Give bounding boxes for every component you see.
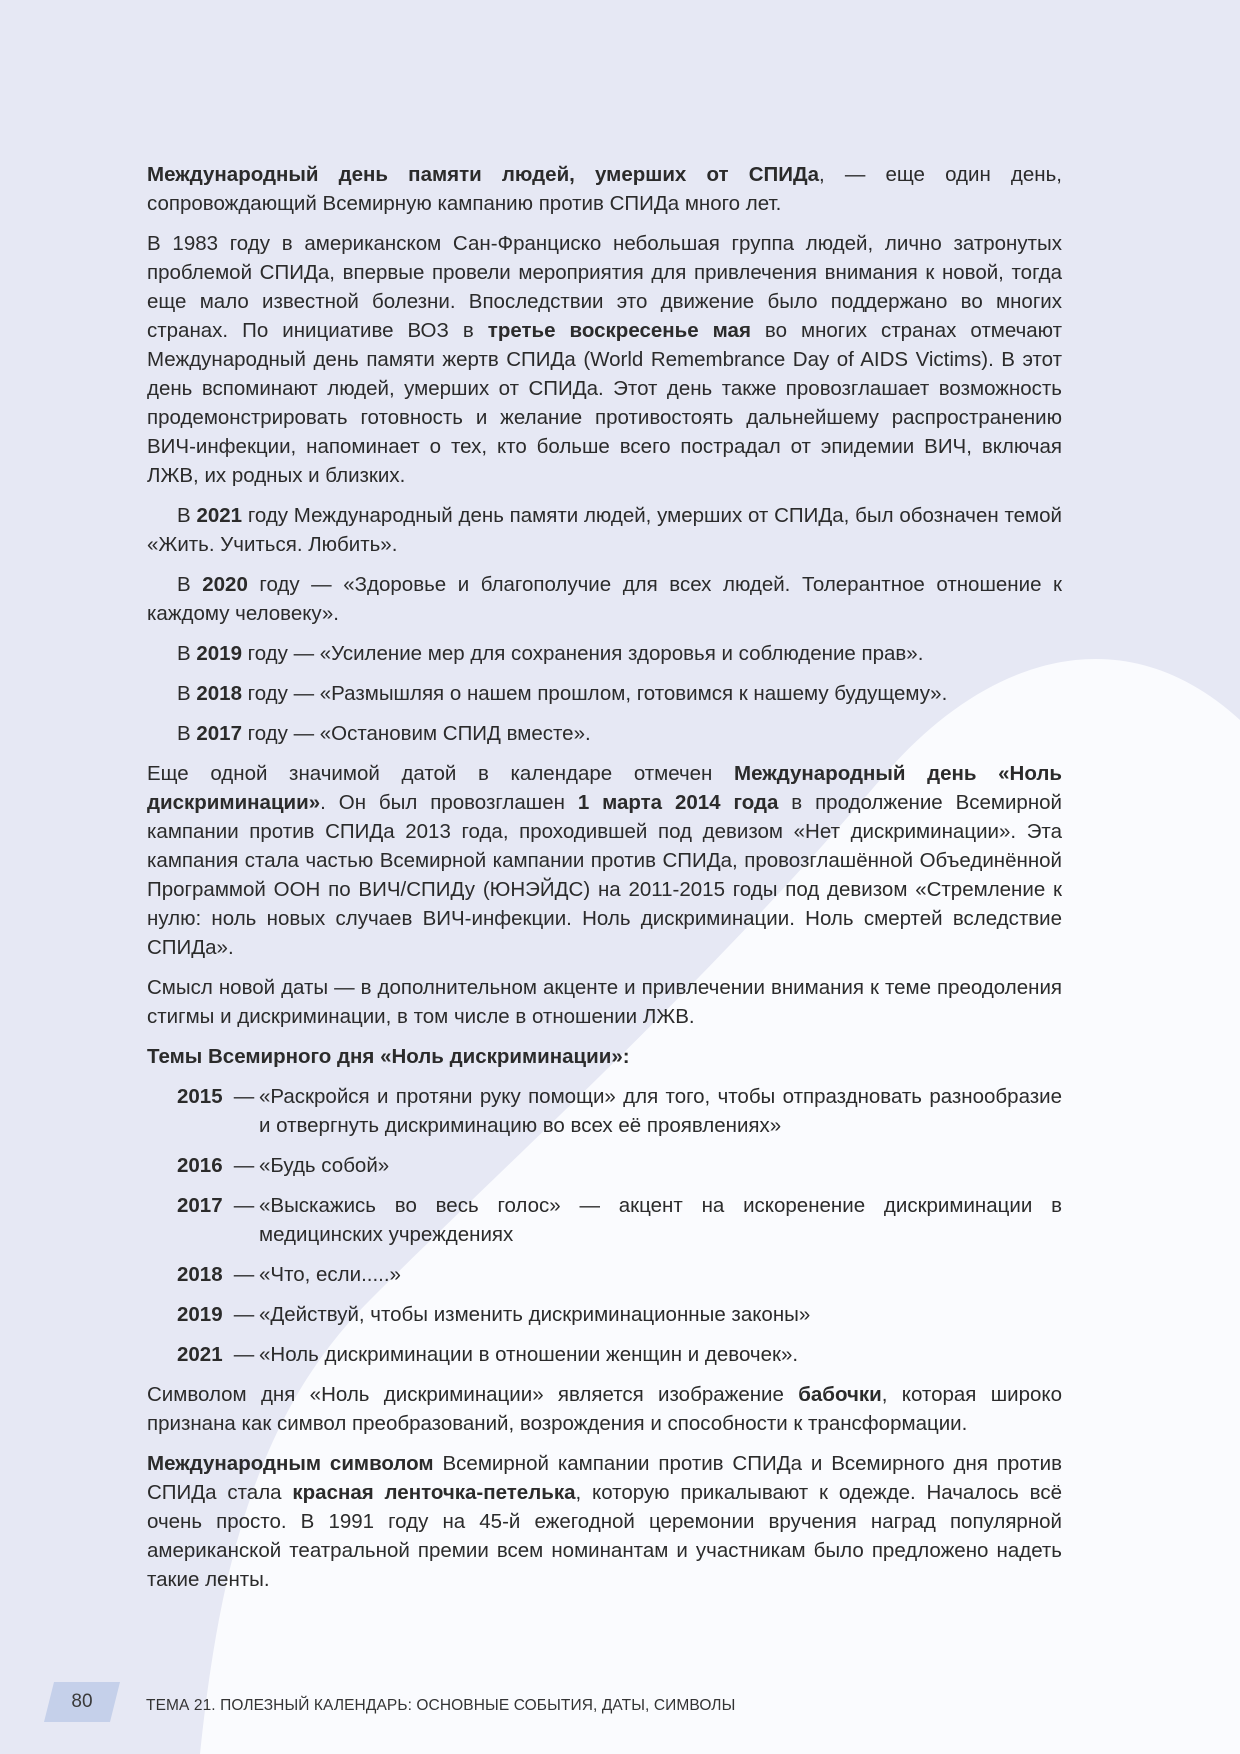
paragraph-date-meaning [147,973,1062,1031]
bold-text: третье воскресенье мая [487,319,751,342]
text: во многих странах отмечают Международный день памяти жертв СПИДа (World Remembrance Day of AIDS Victims). В этот день вспоминают людей, умерших от СПИДа. Этот день также провозглашает возможность продемонстрировать готовность и желание противостоять дальнейшему распространению ВИЧ-инфекции, напоминает о тех, кто больше всего пострадал от эпидемии ВИЧ, включая ЛЖВ, их родных и близких. [147,319,1062,487]
paragraph-red-ribbon [147,1449,1062,1594]
paragraph-year-2018 [147,679,1062,708]
themes-heading: Темы Всемирного дня «Ноль дискриминации»: [147,1045,630,1068]
text: Символом дня «Ноль дискриминации» является изображение [147,1383,799,1406]
theme-dash: — [233,1263,255,1286]
theme-dash: — [233,1194,255,1217]
theme-dash: — [233,1303,255,1326]
text: году — «Размышляя о нашем прошлом, готовимся к нашему будущему». [241,682,948,705]
theme-item [147,1260,1062,1289]
theme-item [147,1151,1062,1180]
page-body [147,160,1062,1605]
text: в продолжение Всемирной кампании против СПИДа 2013 года, проходившей под девизом «Нет дискриминации». Эта кампания стала частью Всемирной кампании против СПИДа, провозглашённой Объединённой Программой ООН по ВИЧ/СПИДу (ЮНЭЙДС) на 2011-2015 годы под девизом «Стремление к нулю: ноль новых случаев ВИЧ-инфекции. Ноль дискриминации. Ноль смертей вследствие СПИДа». [147,791,1063,959]
paragraph-year-2019 [147,639,1062,668]
text: году Международный день памяти людей, умерших от СПИДа, был обозначен темой «Жить. Учиться. Любить». [147,504,1062,556]
bold-year: 2020 [202,573,248,596]
paragraph-year-2017 [147,719,1062,748]
text: В [177,682,197,705]
bold-year: 2017 [196,722,242,745]
text: В [177,642,197,665]
theme-dash: — [233,1154,255,1177]
theme-text: «Ноль дискриминации в отношении женщин и девочек». [259,1343,799,1366]
text: году — «Здоровье и благополучие для всех людей. Толерантное отношение к каждому человеку». [147,573,1062,625]
theme-dash: — [233,1343,255,1366]
bold-text: бабочки [798,1383,882,1406]
page-number: 80 [71,1691,93,1712]
text: году — «Остановим СПИД вместе». [241,722,591,745]
bold-text: красная ленточка-петелька [292,1481,576,1504]
theme-text: «Будь собой» [259,1154,390,1177]
theme-year: 2019 [177,1303,223,1326]
paragraph-aids-memorial-intro [147,160,1062,218]
text: Всемирной кампании против СПИДа и Всемирного дня против СПИДа стала [147,1452,1062,1504]
theme-item [147,1340,1062,1369]
bold-date: 1 марта 2014 года [577,791,779,814]
bold-year: 2021 [196,504,243,527]
text: , которую прикалывают к одежде. Началось всё очень просто. В 1991 году на 45-й ежегодной церемонии вручения наград популярной американской театральной премии всем номинантам и участникам было предложено надеть такие ленты. [147,1481,1062,1591]
text: , — еще один день, сопровождающий Всемирную кампанию против СПИДа много лет. [147,163,1062,215]
paragraph-year-2020 [147,570,1062,628]
theme-dash: — [233,1085,255,1108]
theme-item [147,1191,1062,1249]
text: Еще одной значимой датой в календаре отмечен [147,762,735,785]
themes-list [147,1082,1062,1369]
bold-year: 2019 [196,642,242,665]
theme-item [147,1300,1062,1329]
bold-text: Международный день «Ноль дискриминации» [147,762,1062,814]
theme-year: 2015 [177,1085,223,1108]
bold-year: 2018 [196,682,242,705]
theme-item [147,1082,1062,1140]
text: В [177,722,197,745]
paragraph-history-1983 [147,229,1062,490]
bold-text: Международным символом [147,1452,434,1475]
text: . Он был провозглашен [320,791,578,814]
bold-text: Международный день памяти людей, умерших от СПИДа [147,163,819,186]
text: , которая широко признана как символ преобразований, возрождения и способности к трансформации. [147,1383,1063,1435]
text: году — «Усиление мер для сохранения здоровья и соблюдение прав». [241,642,924,665]
theme-year: 2016 [177,1154,223,1177]
page-footer [0,1682,1240,1722]
theme-text: «Действуй, чтобы изменить дискриминационные законы» [259,1303,811,1326]
paragraph-zero-discrimination-day [147,759,1062,962]
text: В 1983 году в американском Сан-Франциско небольшая группа людей, лично затронутых проблемой СПИДа, впервые провели мероприятия для привлечения внимания к новой, тогда еще мало известной болезни. Впоследствии это движение было поддержано во многих странах. По инициативе ВОЗ в [147,232,1062,342]
paragraph-butterfly-symbol [147,1380,1062,1438]
text: В [177,573,203,596]
theme-text: «Выскажись во весь голос» — акцент на искоренение дискриминации в медицинских учреждениях [259,1194,1062,1246]
theme-text: «Раскройся и протяни руку помощи» для того, чтобы отпраздновать разнообразие и отвергнуть дискриминацию во всех её проявлениях» [259,1085,1062,1137]
text: Смысл новой даты — в дополнительном акценте и привлечении внимания к теме преодоления стигмы и дискриминации, в том числе в отношении ЛЖВ. [147,976,1062,1028]
theme-year: 2017 [177,1194,223,1217]
text: В [177,504,197,527]
theme-text: «Что, если.....» [259,1263,401,1286]
theme-year: 2021 [177,1343,223,1366]
theme-year: 2018 [177,1263,223,1286]
footer-chapter-title: ТЕМА 21. ПОЛЕЗНЫЙ КАЛЕНДАРЬ: ОСНОВНЫЕ СОБЫТИЯ, ДАТЫ, СИМВОЛЫ [146,1697,736,1714]
paragraph-year-2021 [147,501,1062,559]
